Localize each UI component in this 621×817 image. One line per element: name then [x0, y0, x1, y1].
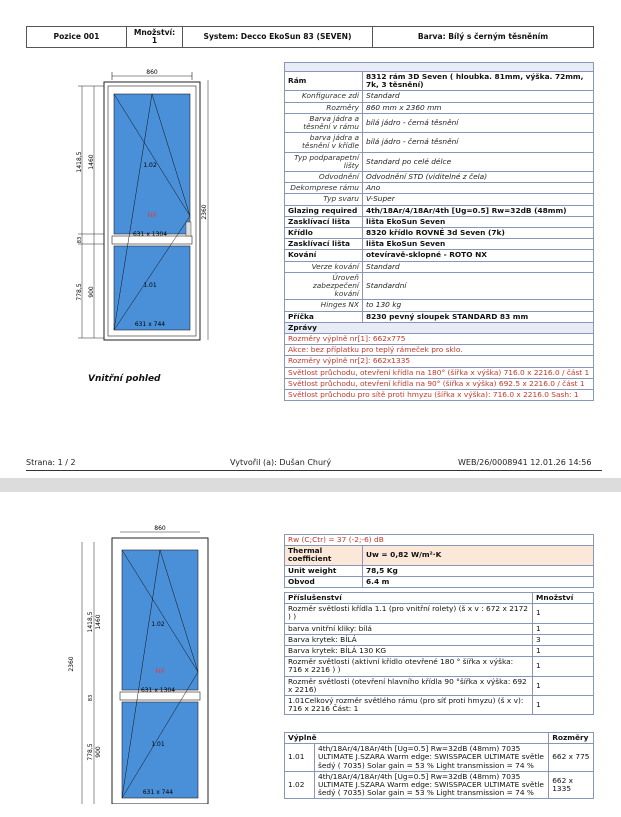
text-drawing2-bottom-pane: 1.01 [151, 741, 165, 748]
spec-label: Glazing required [285, 205, 363, 216]
spec-value: bílá jádro - černá těsnění [363, 133, 594, 152]
text-drawing2-width-dim: 860 [154, 525, 166, 532]
text-drawing2-height-dim: 2360 [68, 656, 75, 672]
message-item: Rozměry výplně nr[2]: 662x1335 [285, 356, 594, 367]
spec-value: 8312 rám 3D Seven ( hloubka. 81mm, výška. 72mm, 7k, 3 těsnění) [363, 72, 594, 91]
dim-left-top: 1418,5 [76, 151, 83, 173]
text-drawing2-left-dim-mid: 1460 [95, 614, 102, 630]
text-page2-weight-label: Unit weight [285, 565, 363, 576]
spec-label: Křídlo [285, 228, 363, 239]
text-drawing2-top-pane-size: 631 x 1304 [140, 687, 176, 694]
accessory-qty: 1 [533, 676, 594, 695]
accessory-qty: 3 [533, 634, 594, 645]
spec-row [285, 300, 594, 311]
text-drawing1-top-pane: 1.02 [143, 162, 157, 169]
spec-row [285, 239, 594, 250]
accessory-name: Barva krytek: BÍLÁ [285, 634, 533, 645]
text-drawing2-left-dim-gap: 83 [88, 694, 94, 702]
accessory-name: Rozměr světlosti (otevření hlavního křídla 90 °šířka x výška: 692 x 2216) [285, 676, 533, 695]
spec-label: Hinges NX [285, 300, 363, 311]
spec-label: Zasklívací lišta [285, 239, 363, 250]
fill-row [285, 744, 594, 772]
position-cell: Pozice 001 [26, 26, 126, 48]
handle-icon [186, 222, 191, 236]
accessory-qty: 1 [533, 604, 594, 623]
spec-label: Zasklívací lišta [285, 216, 363, 227]
message-item: Rozměry výplně nr[1]: 662x775 [285, 334, 594, 345]
spec-label: Kování [285, 250, 363, 261]
spec-value: 4th/18Ar/4/18Ar/4th [Ug=0.5] Rw=32dB (48mm) [363, 205, 594, 216]
spec-label: Dekomprese rámu [285, 183, 363, 194]
spec-row [285, 113, 594, 132]
spec-row [285, 261, 594, 272]
spec-value: Standard [363, 261, 594, 272]
messages-title: Zprávy [285, 322, 594, 333]
spec-label: barva jádra a těsnění v křídle [285, 133, 363, 152]
spec-row [285, 91, 594, 102]
spec-label: Rám [285, 72, 363, 91]
message-item: Světlost průchodu, otevření křídla na 180° (šířka x výška) 716.0 x 2216.0 / část 1 [285, 367, 594, 378]
spec-table [284, 62, 594, 401]
message-item: Světlost průchodu, otevření křídla na 90° (šířka x výška) 692.5 x 2216.0 / část 1 [285, 378, 594, 389]
width-dim: 860 [146, 69, 158, 76]
spec-value: to 130 kg [363, 300, 594, 311]
accessory-qty: 1 [533, 646, 594, 657]
spec-value: Ano [363, 183, 594, 194]
spec-row [285, 272, 594, 300]
text-drawing1-bottom-pane-size: 631 x 744 [134, 321, 166, 328]
height-dim: 2360 [201, 204, 208, 220]
dim-left-mid: 1460 [88, 154, 95, 170]
spec-row [285, 216, 594, 227]
accessory-row [285, 646, 594, 657]
spec-row [285, 172, 594, 183]
spec-row [285, 228, 594, 239]
message-item: Akce: bez příplatku pro teplý rámeček pro sklo. [285, 345, 594, 356]
spec-row [285, 250, 594, 261]
text-page2-acc-header: Příslušenství [285, 593, 533, 604]
fill-id: 1.01 [285, 744, 315, 772]
summary-table [284, 534, 594, 588]
spec-row [285, 152, 594, 171]
spec-value: 8230 pevný sloupek STANDARD 83 mm [363, 311, 594, 322]
table-top-band [285, 63, 594, 72]
fill-id: 1.02 [285, 771, 315, 799]
text-drawing2-top-pane: 1.02 [151, 621, 165, 628]
accessory-row [285, 634, 594, 645]
quantity-cell: Množství: 1 [126, 26, 182, 48]
text-drawing2-nx: NX [155, 667, 165, 675]
dim-left-gap: 83 [77, 236, 83, 244]
page-2 [0, 492, 621, 817]
text-drawing1-top-pane-size: 631 x 1304 [132, 231, 168, 238]
text-drawing2-bottom-pane-size: 631 x 744 [142, 789, 174, 796]
view-caption: Vnitřní pohled [88, 374, 161, 384]
page-number: Strana: 1 / 2 [26, 458, 76, 467]
spec-row [285, 194, 594, 205]
weight-value: 78,5 Kg [363, 565, 594, 576]
accessory-name: barva vnitřní kliky: bílá [285, 623, 533, 634]
document-ref: WEB/26/0008941 12.01.26 14:56 [458, 458, 592, 467]
text-page2-perimeter-label: Obvod [285, 576, 363, 587]
spec-row [285, 183, 594, 194]
spec-value: otevíravě-sklopné - ROTO NX [363, 250, 594, 261]
spec-value: Standard po celé délce [363, 152, 594, 171]
thermal-value: Uw = 0,82 W/m²·K [363, 546, 594, 565]
spec-value: V-Super [363, 194, 594, 205]
color-cell: Barva: Bílý s černým těsněním [372, 26, 594, 48]
dim-left-bottom-a: 778,5 [76, 283, 83, 301]
spec-label: Barva jádra a těsnění v rámu [285, 113, 363, 132]
page-gap [0, 478, 621, 492]
spec-label: Odvodnění [285, 172, 363, 183]
text-drawing1-nx: NX [147, 211, 157, 219]
text-page2-size-header: Rozměry [549, 733, 594, 744]
accessory-name: Rozměr světlosti křídla 1.1 (pro vnitřní rolety) (š x v : 672 x 2172 ) ) [285, 604, 533, 623]
spec-value: Standard [363, 91, 594, 102]
message-item: Světlost průchodu pro sítě proti hmyzu (šířka x výška): 716.0 x 2216.0 Sash: 1 [285, 390, 594, 401]
spec-row [285, 102, 594, 113]
text-drawing2-left-dim-bottom-a: 778,5 [87, 743, 94, 761]
text-drawing2-left-dim-bottom-b: 900 [95, 746, 102, 758]
spec-value: lišta EkoSun Seven [363, 239, 594, 250]
spec-label: Konfigurace zdi [285, 91, 363, 102]
system-cell: System: Decco EkoSun 83 (SEVEN) [182, 26, 372, 48]
author: Vytvořil (a): Dušan Churý [230, 458, 332, 467]
dim-left-bottom-b: 900 [88, 286, 95, 298]
spec-label: Úroveň zabezpečení kování [285, 272, 363, 300]
spec-label: Rozměry [285, 102, 363, 113]
spec-value: lišta EkoSun Seven [363, 216, 594, 227]
window-drawing-2 [62, 522, 222, 804]
spec-row [285, 205, 594, 216]
spec-value: 860 mm x 2360 mm [363, 102, 594, 113]
fill-size: 662 x 1335 [549, 771, 594, 799]
fill-desc: 4th/18Ar/4/18Ar/4th [Ug=0.5] Rw=32dB (48mm) 7035 ULTIMATE J.SZARA Warm edge: SWISSPACER ULTIMATE světle šedý ( 7035) Solar gain = 53 % Light transmission = 74 % [315, 744, 549, 772]
fill-size: 662 x 775 [549, 744, 594, 772]
accessory-row [285, 604, 594, 623]
spec-value: Standardní [363, 272, 594, 300]
spec-row [285, 311, 594, 322]
spec-value: 8320 křídlo ROVNÉ 3d Seven (7k) [363, 228, 594, 239]
spec-value: bílá jádro - černá těsnění [363, 113, 594, 132]
perimeter-value: 6.4 m [363, 576, 594, 587]
accessory-row [285, 623, 594, 634]
accessory-row [285, 657, 594, 676]
spec-row [285, 72, 594, 91]
spec-value: Odvodnění STD (viditelné z čela) [363, 172, 594, 183]
acoustic-rating: Rw (C;Ctr) = 37 (-2;-6) dB [285, 535, 594, 546]
text-page2-qty-header: Množství [533, 593, 594, 604]
text-drawing2-left-dim-top: 1418,5 [87, 611, 94, 633]
text-drawing1-bottom-pane: 1.01 [143, 282, 157, 289]
text-page2-fill-header: Výplně [285, 733, 549, 744]
header-bar [26, 26, 594, 48]
spec-label: Příčka [285, 311, 363, 322]
accessory-qty: 1 [533, 657, 594, 676]
spec-row [285, 133, 594, 152]
accessory-row [285, 696, 594, 715]
window-drawing-1 [62, 66, 222, 348]
accessory-row [285, 676, 594, 695]
spec-label: Typ svaru [285, 194, 363, 205]
accessory-name: Rozměr světlosti (aktivní křídlo otevřené 180 ° šířka x výška: 716 x 2216 ) ) [285, 657, 533, 676]
accessory-name: 1.01Celkový rozměr světlého rámu (pro síť proti hmyzu) (š x v): 716 x 2216 Část: 1 [285, 696, 533, 715]
spec-label: Typ podparapetní lišty [285, 152, 363, 171]
spec-label: Verze kování [285, 261, 363, 272]
accessory-name: Barva krytek: BÍLÁ 130 KG [285, 646, 533, 657]
fills-table [284, 732, 594, 799]
footer-divider [26, 470, 602, 471]
accessory-qty: 1 [533, 623, 594, 634]
accessories-table [284, 592, 594, 715]
fill-row [285, 771, 594, 799]
text-page2-thermal-label: Thermal coefficient [285, 546, 363, 565]
fill-desc: 4th/18Ar/4/18Ar/4th [Ug=0.5] Rw=32dB (48mm) 7035 ULTIMATE J.SZARA Warm edge: SWISSPACER ULTIMATE světle šedý ( 7035) Solar gain = 53 % Light transmission = 74 % [315, 771, 549, 799]
accessory-qty: 1 [533, 696, 594, 715]
